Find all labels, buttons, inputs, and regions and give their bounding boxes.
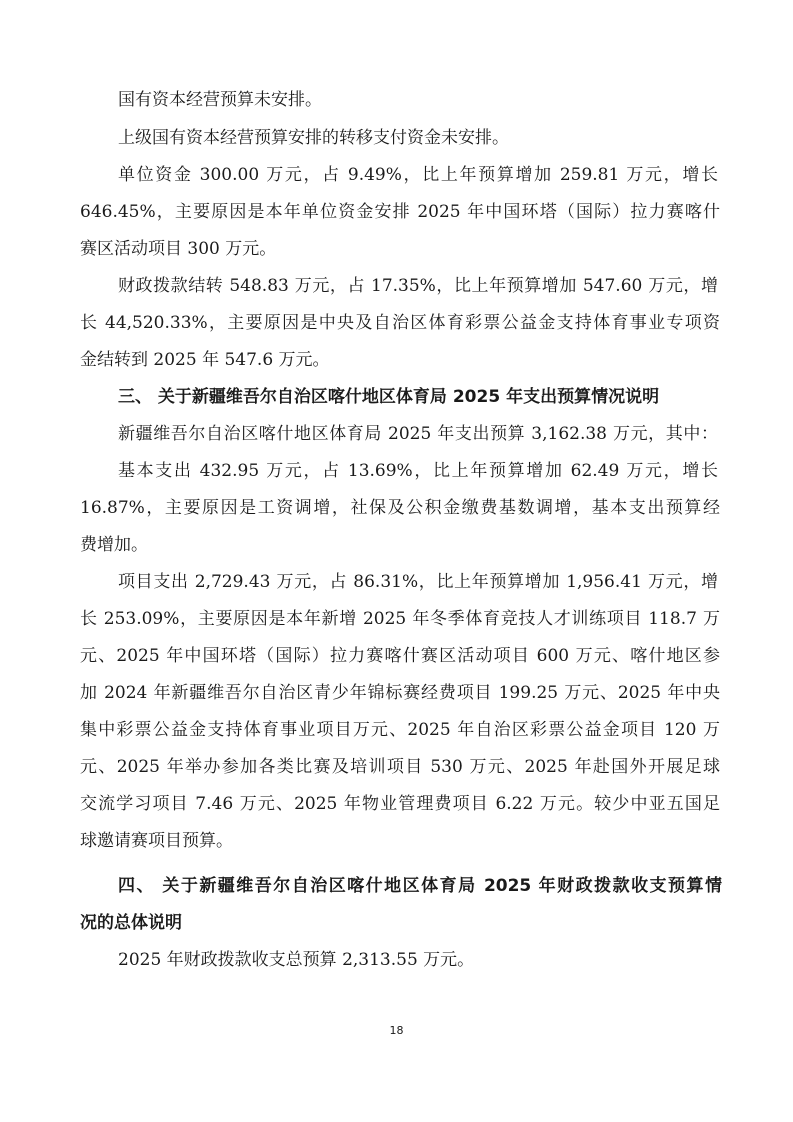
paragraph-line: 交流学习项目 7.46 万元、2025 年物业管理费项目 6.22 万元。较少中亚五国足 (80, 794, 720, 814)
paragraph-line: 元、2025 年举办参加各类比赛及培训项目 530 万元、2025 年赴国外开展足球 (80, 757, 720, 777)
paragraph-line: 单位资金 300.00 万元，占 9.49%，比上年预算增加 259.81 万元，增长 (118, 165, 718, 185)
paragraph-line: 新疆维吾尔自治区喀什地区体育局 2025 年支出预算 3,162.38 万元，其中： (118, 424, 718, 444)
section-heading-4-continued: 况的总体说明 (80, 913, 182, 933)
paragraph-line: 长 44,520.33%，主要原因是中央及自治区体育彩票公益金支持体育事业专项资 (80, 313, 720, 333)
paragraph-line: 基本支出 432.95 万元，占 13.69%，比上年预算增加 62.49 万元，增长 (118, 461, 718, 481)
paragraph-line: 16.87%，主要原因是工资调增，社保及公积金缴费基数调增，基本支出预算经 (80, 498, 720, 518)
paragraph-line: 上级国有资本经营预算安排的转移支付资金未安排。 (118, 128, 509, 148)
paragraph-line: 金结转到 2025 年 547.6 万元。 (80, 350, 330, 370)
paragraph-line: 元、2025 年中国环塔（国际）拉力赛喀什赛区活动项目 600 万元、喀什地区参 (80, 646, 720, 666)
section-heading-3: 三、 关于新疆维吾尔自治区喀什地区体育局 2025 年支出预算情况说明 (118, 387, 660, 407)
paragraph-line: 国有资本经营预算未安排。 (118, 90, 322, 110)
paragraph-line: 财政拨款结转 548.83 万元，占 17.35%，比上年预算增加 547.60 万元，增 (118, 276, 718, 296)
section-heading-4: 四、 关于新疆维吾尔自治区喀什地区体育局 2025 年财政拨款收支预算情 (118, 876, 722, 896)
paragraph-line: 加 2024 年新疆维吾尔自治区青少年锦标赛经费项目 199.25 万元、2025 年中央 (80, 683, 720, 703)
paragraph-line: 赛区活动项目 300 万元。 (80, 239, 277, 259)
page-number: 18 (389, 1024, 404, 1037)
paragraph-line: 集中彩票公益金支持体育事业项目万元、2025 年自治区彩票公益金项目 120 万 (80, 720, 720, 740)
paragraph-line: 球邀请赛项目预算。 (80, 831, 233, 851)
paragraph-line: 2025 年财政拨款收支总预算 2,313.55 万元。 (118, 950, 475, 970)
paragraph-line: 项目支出 2,729.43 万元，占 86.31%，比上年预算增加 1,956.41 万元，增 (118, 572, 718, 592)
paragraph-line: 长 253.09%，主要原因是本年新增 2025 年冬季体育竞技人才训练项目 118.7 万 (80, 609, 720, 629)
paragraph-line: 费增加。 (80, 535, 148, 555)
paragraph-line: 646.45%，主要原因是本年单位资金安排 2025 年中国环塔（国际）拉力赛喀什 (80, 202, 720, 222)
